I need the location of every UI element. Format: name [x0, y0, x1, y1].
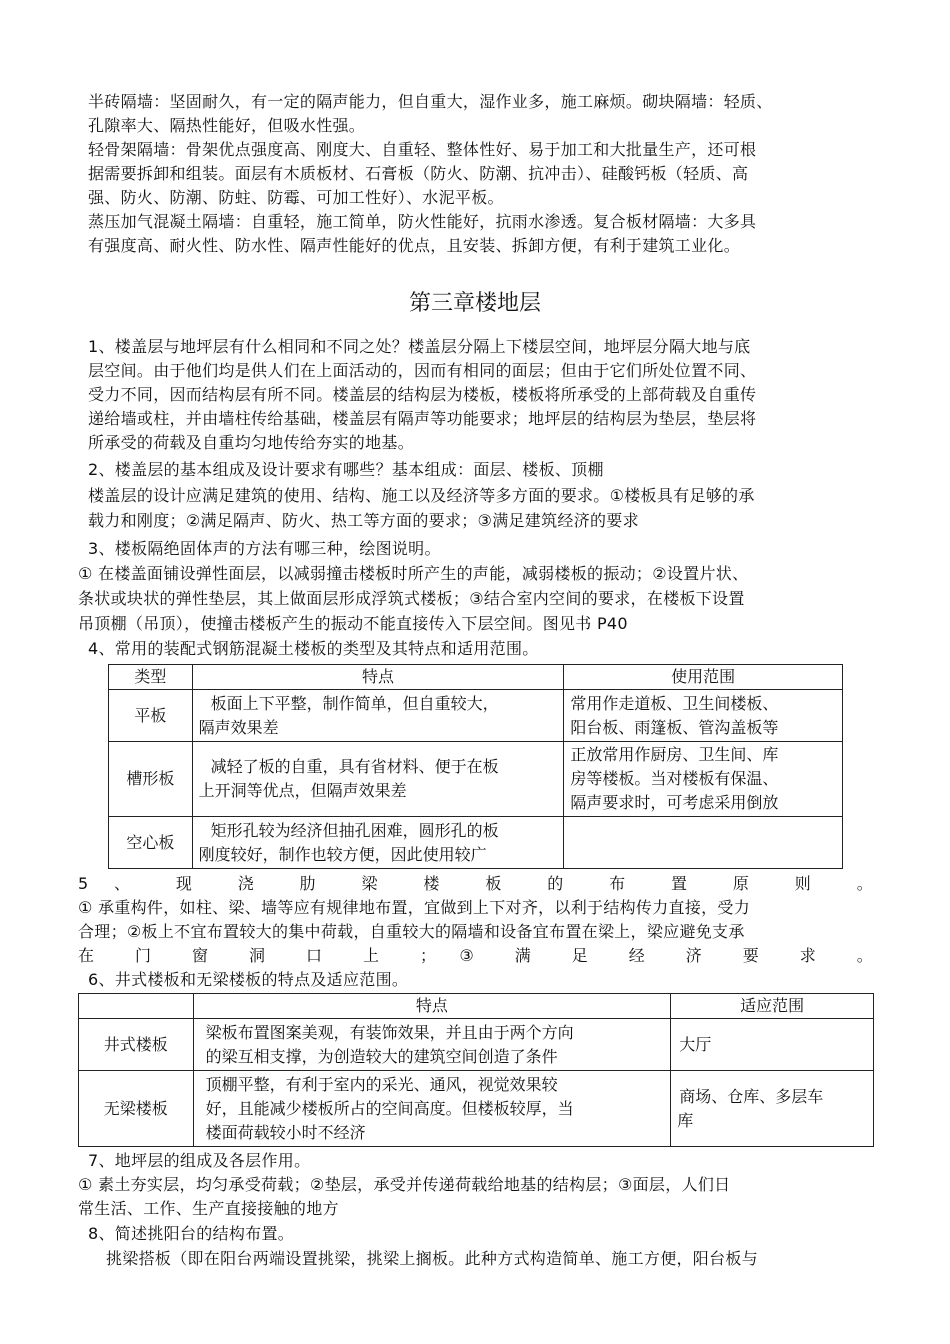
table-row [109, 817, 843, 869]
q1-line-2: 层空间。由于他们均是供人们在上面活动的，因而有相同的面层；但由于它们所处位置不同、 [88, 361, 757, 380]
q5-line-3: 合理；②板上不宜布置较大的集中荷载，自重较大的隔墙和设备宜布置在梁上，梁应避免支承 [78, 922, 745, 941]
table-row [79, 1019, 874, 1071]
q3-line-4: 吊顶棚（吊顶），使撞击楼板产生的振动不能直接传入下层空间。图见书 P40 [78, 614, 628, 633]
q5-line-2: ① 承重构件，如柱、梁、墙等应有规律地布置，宜做到上下对齐，以利于结构传力直接，受力 [78, 898, 751, 917]
q6-title: 6、井式楼板和无梁楼板的特点及适应范围。 [88, 970, 409, 989]
q2-line-1: 2、楼盖层的基本组成及设计要求有哪些？基本组成：面层、楼板、顶棚 [88, 460, 604, 479]
row-features [193, 1019, 671, 1071]
table-row [109, 690, 843, 742]
row-feature-line: 上开洞等优点，但隔声效果差 [198, 781, 407, 800]
header-blank [79, 994, 194, 1019]
intro-line-1: 半砖隔墙：坚固耐久，有一定的隔声能力，但自重大，湿作业多，施工麻烦。砌块隔墙：轻质、 [88, 92, 773, 111]
row-type: 槽形板 [109, 742, 193, 817]
row-usage-empty [564, 817, 843, 869]
table-header-row [109, 665, 843, 690]
q8-line-2: 挑梁搭板（即在阳台两端设置挑梁，挑梁上搁板。此种方式构造简单、施工方便，阳台板与 [106, 1249, 759, 1268]
q5-line-1: 5 、 现 浇 肋 梁 楼 板 的 布 置 原 则 。 [78, 874, 873, 893]
q3-line-3: 条状或块状的弹性垫层，其上做面层形成浮筑式楼板；③结合室内空间的要求，在楼板下设置 [78, 589, 745, 608]
q7-line-2: ① 素土夯实层，均匀承受荷载；②垫层，承受并传递荷载给地基的结构层；③面层，人们日 [78, 1175, 731, 1194]
row-feature-line: 隔声效果差 [198, 717, 279, 737]
row-usage [564, 690, 843, 742]
q1-line-3: 受力不同，因而结构层有所不同。楼盖层的结构层为楼板，楼板将所承受的上部荷载及自重传 [88, 385, 757, 404]
header-features: 特点 [193, 994, 671, 1019]
row-usage-line: 库 [677, 1110, 694, 1130]
intro-line-3: 轻骨架隔墙：骨架优点强度高、刚度大、自重轻、整体性好、易于加工和大批量生产，还可根 [88, 140, 757, 159]
table-row [109, 742, 843, 817]
q2-line-2: 楼盖层的设计应满足建筑的使用、结构、施工以及经济等多方面的要求。①楼板具有足够的承 [88, 486, 755, 505]
row-feature-line: 的梁互相支撑，为创造较大的建筑空间创造了条件 [205, 1046, 558, 1066]
intro-line-4: 据需要拆卸和组装。面层有木质板材、石膏板（防火、防潮、抗冲击）、硅酸钙板（轻质、高 [88, 164, 749, 183]
row-feature-line: 矩形孔较为经济但抽孔困难，圆形孔的板 [210, 820, 499, 840]
chapter-title: 第三章楼地层 [408, 291, 541, 316]
row-feature-line: 顶棚平整，有利于室内的采光、通风，视觉效果较 [205, 1074, 558, 1094]
table-row [79, 1071, 874, 1147]
intro-line-5: 强、防火、防潮、防蛀、防霉、可加工性好）、水泥平板。 [88, 188, 504, 207]
row-features [192, 690, 564, 742]
row-features [193, 1071, 671, 1147]
row-type: 无梁楼板 [79, 1071, 194, 1147]
q3-line-1: 3、楼板隔绝固体声的方法有哪三种，绘图说明。 [88, 539, 441, 558]
row-type: 空心板 [109, 817, 193, 869]
row-usage-line: 常用作走道板、卫生间楼板、 [570, 693, 779, 713]
row-usage-line: 房等楼板。当对楼板有保温、 [570, 769, 779, 788]
q3-line-2: ① 在楼盖面铺设弹性面层，以减弱撞击楼板时所产生的声能，减弱楼板的振动；②设置片状、 [78, 564, 749, 583]
table-header-row [79, 994, 874, 1019]
slab-comparison-table [78, 993, 874, 1147]
row-type: 井式楼板 [79, 1019, 194, 1071]
row-feature-line: 刚度较好，制作也较方便，因此使用较广 [198, 844, 487, 864]
row-type: 平板 [109, 690, 193, 742]
q8-title: 8、简述挑阳台的结构布置。 [88, 1224, 295, 1243]
intro-line-6: 蒸压加气混凝土隔墙：自重轻，施工简单，防火性能好，抗雨水渗透。复合板材隔墙：大多具 [88, 212, 757, 231]
q1-line-1: 1、楼盖层与地坪层有什么相同和不同之处？楼盖层分隔上下楼层空间，地坪层分隔大地与底 [88, 337, 751, 356]
row-feature-line: 梁板布置图案美观，有装饰效果，并且由于两个方向 [205, 1022, 574, 1042]
q7-line-3: 常生活、工作、生产直接接触的地方 [78, 1199, 339, 1218]
row-usage [671, 1019, 874, 1071]
q4-title: 4、常用的装配式钢筋混凝土楼板的类型及其特点和适用范围。 [88, 639, 539, 658]
q2-line-3: 载力和刚度；②满足隔声、防火、热工等方面的要求；③满足建筑经济的要求 [88, 511, 639, 530]
header-features: 特点 [192, 665, 564, 690]
q1-line-5: 所承受的荷载及自重均匀地传给夯实的地基。 [88, 433, 415, 452]
row-feature-line: 板面上下平整，制作简单，但自重较大， [210, 693, 499, 713]
row-usage-line: 大厅 [679, 1034, 712, 1054]
row-usage [671, 1071, 874, 1147]
q1-line-4: 递给墙或柱，并由墙柱传给基础，楼盖层有隔声等功能要求；地坪层的结构层为垫层，垫层将 [88, 409, 757, 428]
intro-line-2: 孔隙率大、隔热性能好，但吸水性强。 [88, 116, 366, 135]
row-usage-line: 商场、仓库、多层车 [679, 1086, 824, 1106]
row-feature-line: 好，且能减少楼板所占的空间高度。但楼板较厚，当 [205, 1098, 574, 1118]
row-features [192, 742, 564, 817]
row-usage-line: 隔声要求时，可考虑采用倒放 [570, 793, 779, 812]
row-usage-line: 阳台板、雨篷板、管沟盖板等 [570, 717, 779, 737]
row-usage-line: 正放常用作厨房、卫生间、库 [570, 745, 779, 764]
header-scope: 适应范围 [671, 994, 874, 1019]
row-feature-line: 楼面荷载较小时不经济 [205, 1122, 366, 1142]
header-usage: 使用范围 [564, 665, 843, 690]
intro-line-7: 有强度高、耐火性、防水性、隔声性能好的优点，且安装、拆卸方便，有利于建筑工业化。 [88, 236, 741, 255]
q5-line-4: 在 门 窗 洞 口 上 ； ③ 满 足 经 济 要 求 。 [78, 946, 873, 965]
header-type: 类型 [109, 665, 193, 690]
floor-slab-types-table [108, 664, 843, 869]
row-usage [564, 742, 843, 817]
q7-title: 7、地坪层的组成及各层作用。 [88, 1151, 311, 1170]
row-feature-line: 减轻了板的自重，具有省材料、便于在板 [210, 757, 499, 776]
row-features [192, 817, 564, 869]
